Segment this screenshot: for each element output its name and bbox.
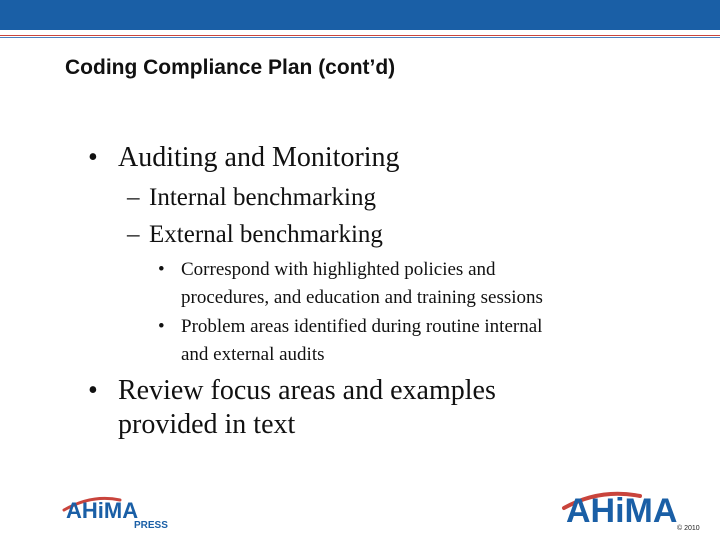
level3-line2: and external audits <box>181 344 325 365</box>
sub-bullet-text: External benchmarking <box>149 221 383 248</box>
sub-bullet-external <box>127 221 383 249</box>
bullet-dot: • <box>88 142 98 173</box>
level3-bullet-problem-areas <box>158 313 542 369</box>
bullet-dot: • <box>158 259 165 280</box>
bullet-auditing <box>88 142 400 174</box>
slide-title: Coding Compliance Plan (cont’d) <box>65 56 396 79</box>
logo-text: AHiMA <box>66 498 139 523</box>
bullet-review <box>88 374 496 442</box>
level3-line1: Problem areas identified during routine internal <box>181 316 543 337</box>
sub-bullet-text: Internal benchmarking <box>149 184 376 211</box>
logo-subtext: PRESS <box>134 520 168 531</box>
ahima-press-logo <box>62 490 172 532</box>
bullet-text: Auditing and Monitoring <box>118 142 400 173</box>
sub-bullet-internal <box>127 184 376 212</box>
level3-line2: procedures, and education and training sessions <box>181 287 543 308</box>
level3-bullet-correspond <box>158 256 543 312</box>
header-divider-blue <box>0 37 720 38</box>
bullet-line1: Review focus areas and examples <box>118 375 496 406</box>
level3-line1: Correspond with highlighted policies and <box>181 259 496 280</box>
header-divider-red <box>0 35 720 36</box>
dash-marker: – <box>127 221 140 248</box>
bullet-line2: provided in text <box>118 409 296 440</box>
copyright-notice: © 2010 <box>677 525 700 532</box>
logo-text: AHiMA <box>566 492 678 530</box>
header-bar <box>0 0 720 30</box>
dash-marker: – <box>127 184 140 211</box>
bullet-dot: • <box>88 375 98 406</box>
bullet-dot: • <box>158 316 165 337</box>
